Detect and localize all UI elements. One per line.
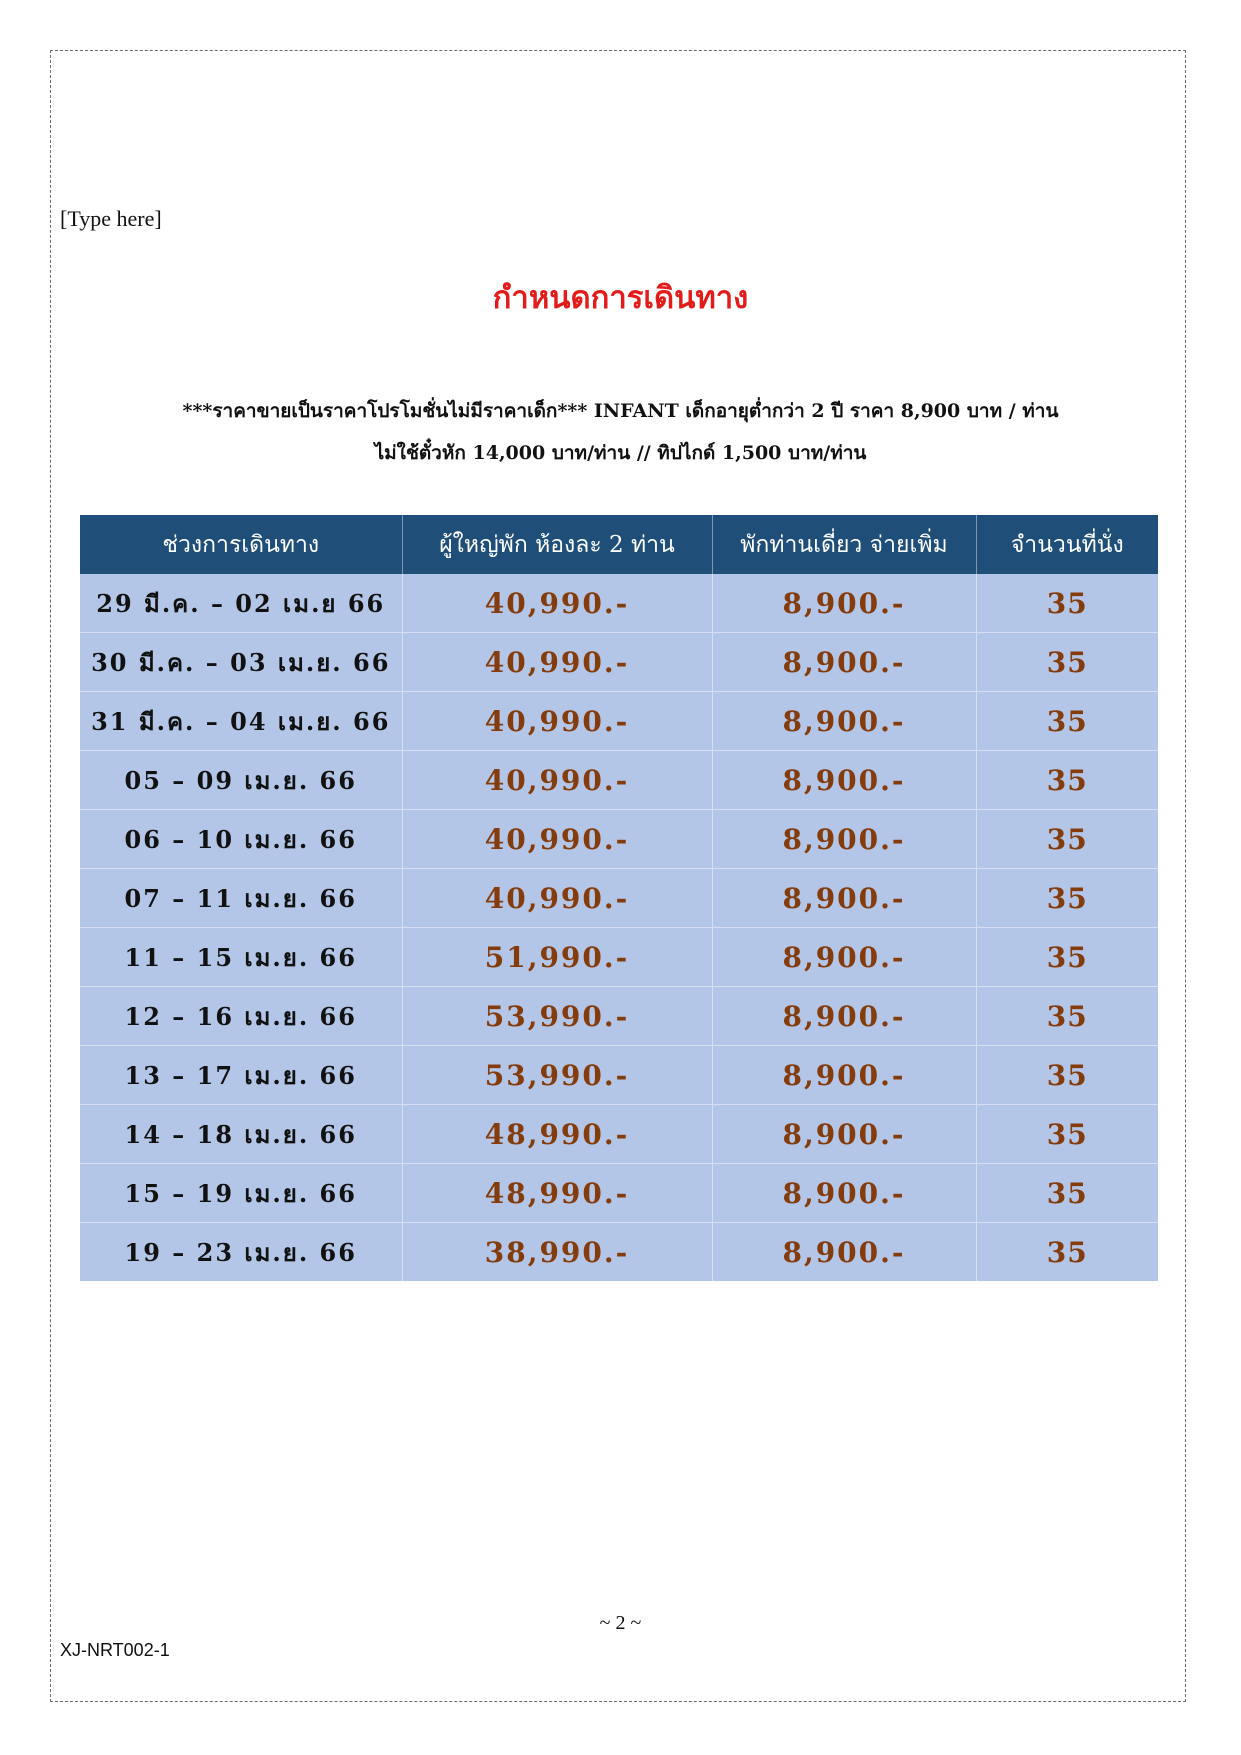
cell-single-supplement: 8,900.- bbox=[712, 987, 976, 1046]
page-title: กำหนดการเดินทาง bbox=[492, 280, 749, 316]
table-header-row bbox=[80, 515, 1158, 574]
column-header-seats: จำนวนที่นั่ง bbox=[976, 515, 1158, 574]
table-row bbox=[80, 1164, 1158, 1223]
cell-single-supplement: 8,900.- bbox=[712, 633, 976, 692]
price-note-line-2: ไม่ใช้ตั๋วหัก 14,000 บาท/ท่าน // ทิปไกด์ 1,500 บาท/ท่าน bbox=[374, 442, 867, 464]
cell-adult-price: 40,990.- bbox=[402, 869, 712, 928]
table-row bbox=[80, 751, 1158, 810]
cell-adult-price: 51,990.- bbox=[402, 928, 712, 987]
cell-travel-period: 14 – 18 เม.ย. 66 bbox=[80, 1105, 402, 1164]
table-row bbox=[80, 987, 1158, 1046]
table-row bbox=[80, 1105, 1158, 1164]
cell-single-supplement: 8,900.- bbox=[712, 1046, 976, 1105]
cell-adult-price: 40,990.- bbox=[402, 633, 712, 692]
table-row bbox=[80, 928, 1158, 987]
table-row bbox=[80, 810, 1158, 869]
table-body bbox=[80, 574, 1158, 1281]
cell-adult-price: 38,990.- bbox=[402, 1223, 712, 1282]
page-number: ~ 2 ~ bbox=[599, 1612, 642, 1634]
cell-adult-price: 48,990.- bbox=[402, 1105, 712, 1164]
cell-seats: 35 bbox=[976, 810, 1158, 869]
cell-adult-price: 40,990.- bbox=[402, 574, 712, 633]
cell-seats: 35 bbox=[976, 751, 1158, 810]
price-note-line-1: ***ราคาขายเป็นราคาโปรโมชั่นไม่มีราคาเด็ก*** INFANT เด็กอายุต่ำกว่า 2 ปี ราคา 8,900 บาท / ท่าน bbox=[182, 400, 1059, 422]
column-header-single-supplement: พักท่านเดี่ยว จ่ายเพิ่ม bbox=[712, 515, 976, 574]
column-header-travel-period: ช่วงการเดินทาง bbox=[80, 515, 402, 574]
cell-travel-period: 30 มี.ค. – 03 เม.ย. 66 bbox=[80, 633, 402, 692]
cell-single-supplement: 8,900.- bbox=[712, 1105, 976, 1164]
cell-single-supplement: 8,900.- bbox=[712, 692, 976, 751]
column-header-adult-twin-price: ผู้ใหญ่พัก ห้องละ 2 ท่าน bbox=[402, 515, 712, 574]
cell-travel-period: 12 – 16 เม.ย. 66 bbox=[80, 987, 402, 1046]
cell-seats: 35 bbox=[976, 633, 1158, 692]
cell-seats: 35 bbox=[976, 1046, 1158, 1105]
cell-adult-price: 40,990.- bbox=[402, 751, 712, 810]
table-row bbox=[80, 692, 1158, 751]
cell-seats: 35 bbox=[976, 692, 1158, 751]
cell-single-supplement: 8,900.- bbox=[712, 751, 976, 810]
cell-travel-period: 05 – 09 เม.ย. 66 bbox=[80, 751, 402, 810]
travel-schedule-table bbox=[80, 515, 1158, 1281]
cell-adult-price: 48,990.- bbox=[402, 1164, 712, 1223]
cell-seats: 35 bbox=[976, 574, 1158, 633]
cell-travel-period: 15 – 19 เม.ย. 66 bbox=[80, 1164, 402, 1223]
cell-single-supplement: 8,900.- bbox=[712, 1164, 976, 1223]
table-row bbox=[80, 1046, 1158, 1105]
cell-travel-period: 06 – 10 เม.ย. 66 bbox=[80, 810, 402, 869]
cell-seats: 35 bbox=[976, 1105, 1158, 1164]
cell-travel-period: 07 – 11 เม.ย. 66 bbox=[80, 869, 402, 928]
cell-single-supplement: 8,900.- bbox=[712, 869, 976, 928]
table-row bbox=[80, 1223, 1158, 1282]
table-row bbox=[80, 869, 1158, 928]
cell-travel-period: 29 มี.ค. – 02 เม.ย 66 bbox=[80, 574, 402, 633]
cell-adult-price: 53,990.- bbox=[402, 987, 712, 1046]
cell-single-supplement: 8,900.- bbox=[712, 574, 976, 633]
cell-seats: 35 bbox=[976, 987, 1158, 1046]
cell-single-supplement: 8,900.- bbox=[712, 1223, 976, 1282]
cell-seats: 35 bbox=[976, 1164, 1158, 1223]
cell-travel-period: 13 – 17 เม.ย. 66 bbox=[80, 1046, 402, 1105]
cell-single-supplement: 8,900.- bbox=[712, 928, 976, 987]
table-row bbox=[80, 574, 1158, 633]
cell-seats: 35 bbox=[976, 1223, 1158, 1282]
header-placeholder[interactable]: [Type here] bbox=[60, 206, 162, 231]
cell-travel-period: 19 – 23 เม.ย. 66 bbox=[80, 1223, 402, 1282]
cell-adult-price: 40,990.- bbox=[402, 810, 712, 869]
document-code: XJ-NRT002-1 bbox=[60, 1640, 170, 1660]
cell-travel-period: 31 มี.ค. – 04 เม.ย. 66 bbox=[80, 692, 402, 751]
cell-single-supplement: 8,900.- bbox=[712, 810, 976, 869]
cell-adult-price: 40,990.- bbox=[402, 692, 712, 751]
cell-adult-price: 53,990.- bbox=[402, 1046, 712, 1105]
cell-seats: 35 bbox=[976, 928, 1158, 987]
cell-travel-period: 11 – 15 เม.ย. 66 bbox=[80, 928, 402, 987]
table-row bbox=[80, 633, 1158, 692]
cell-seats: 35 bbox=[976, 869, 1158, 928]
